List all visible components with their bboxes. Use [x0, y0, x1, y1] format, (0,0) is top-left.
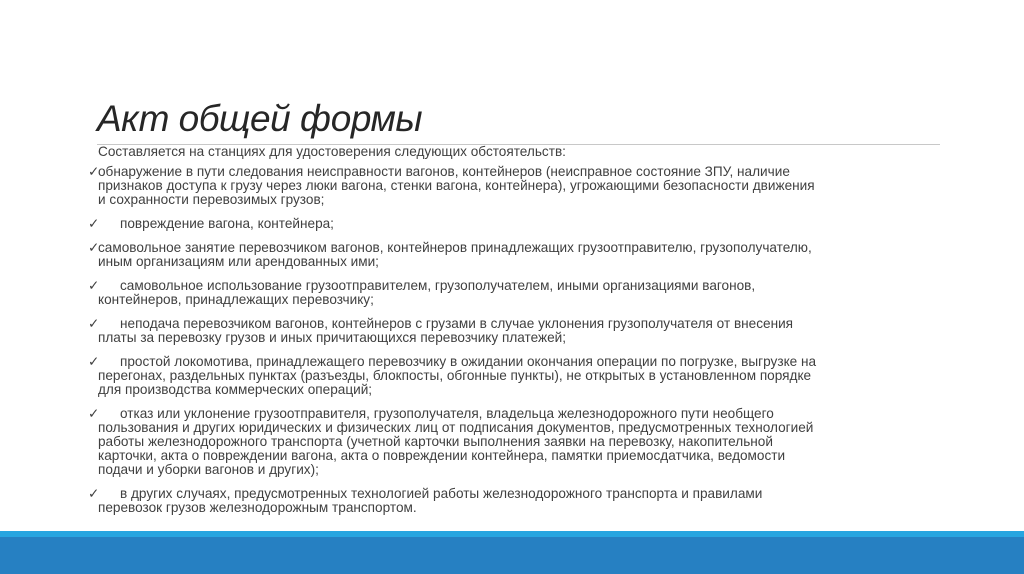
list-item-text: перегонах, раздельных пунктах (разъезды, блокпосты, обгонные пункты), не открытых в установленном порядке [98, 368, 812, 383]
list-item-line [88, 193, 948, 207]
list-item [88, 407, 948, 477]
list-item-line [88, 255, 948, 269]
list-item-text: признаков доступа к грузу через люки вагона, стенки вагона, контейнера), угрожающими безопасности движения [98, 178, 815, 193]
list-item-text: иным организациям или арендованных ими; [98, 254, 379, 269]
list-item-line [88, 293, 948, 307]
list-item [88, 487, 948, 515]
checkmark-icon: ✓ [88, 316, 100, 331]
list-item [88, 217, 948, 231]
slide-body [88, 145, 948, 515]
checkmark-icon: ✓ [88, 216, 100, 231]
intro-text: Составляется на станциях для удостоверения следующих обстоятельств: [98, 144, 566, 159]
list-item-text: для производства коммерческих операций; [98, 382, 373, 397]
list-item-text: неподача перевозчиком вагонов, контейнеров с грузами в случае уклонения грузополучателя от внесения [120, 316, 794, 331]
list-item-line [88, 369, 948, 383]
checkmark-icon: ✓ [88, 240, 100, 255]
list-item-line [88, 501, 948, 515]
list-item-line [88, 241, 948, 255]
list-item-text: простой локомотива, принадлежащего перевозчику в ожидании окончания операции по погрузке, выгрузке на [120, 354, 817, 369]
checkmark-icon: ✓ [88, 164, 100, 179]
list-item-text: пользования и других юридических и физических лиц от подписания документов, предусмотренных технологией [98, 420, 814, 435]
list-item-line [88, 383, 948, 397]
list-item-text: карточки, акта о повреждении вагона, акта о повреждении контейнера, памятки приемосдатчика, ведомости [98, 448, 786, 463]
list-item-text: обнаружение в пути следования неисправности вагонов, контейнеров (неисправное состояние ЗПУ, наличие [98, 164, 790, 179]
list-item-text: работы железнодорожного транспорта (учетной карточки выполнения заявки на перевозку, накопительной [98, 434, 773, 449]
footer-bar [0, 537, 1024, 574]
list-item-line [88, 317, 948, 331]
list-item-text: самовольное использование грузоотправителем, грузополучателем, иными организациями вагонов, [120, 278, 756, 293]
list-item-text: отказ или уклонение грузоотправителя, грузополучателя, владельца железнодорожного пути необщего [120, 406, 774, 421]
list-item [88, 165, 948, 207]
list-item [88, 355, 948, 397]
list-item-line [88, 355, 948, 369]
list-item-text: повреждение вагона, контейнера; [120, 216, 334, 231]
list-item-line [88, 487, 948, 501]
list-item-text: самовольное занятие перевозчиком вагонов, контейнеров принадлежащих грузоотправителю, грузополучателю, [98, 240, 812, 255]
list-item-text: платы за перевозку грузов и иных причитающихся перевозчику платежей; [98, 330, 567, 345]
list-item-line [88, 165, 948, 179]
list-item-line [88, 407, 948, 421]
list-item-text: перевозок грузов железнодорожным транспортом. [98, 500, 417, 515]
list-item [88, 241, 948, 269]
list-item-line [88, 463, 948, 477]
checkmark-icon: ✓ [88, 354, 100, 369]
list-item-line [88, 421, 948, 435]
checkmark-icon: ✓ [88, 486, 100, 501]
list-item-line [88, 449, 948, 463]
list-item-line [88, 435, 948, 449]
list-item-text: контейнеров, принадлежащих перевозчику; [98, 292, 374, 307]
checkmark-icon: ✓ [88, 278, 100, 293]
list-item-line [88, 179, 948, 193]
list-item [88, 317, 948, 345]
list-item-text: в других случаях, предусмотренных технологией работы железнодорожного транспорта и правилами [120, 486, 763, 501]
list-item-text: подачи и уборки вагонов и других); [98, 462, 319, 477]
list-item-line [88, 331, 948, 345]
list-item-text: и сохранности перевозимых грузов; [98, 192, 325, 207]
slide-title: Акт общей формы [97, 98, 423, 139]
checkmark-icon: ✓ [88, 406, 100, 421]
list-item-line [88, 279, 948, 293]
checklist [88, 165, 948, 515]
list-item-line [88, 217, 948, 231]
list-item [88, 279, 948, 307]
